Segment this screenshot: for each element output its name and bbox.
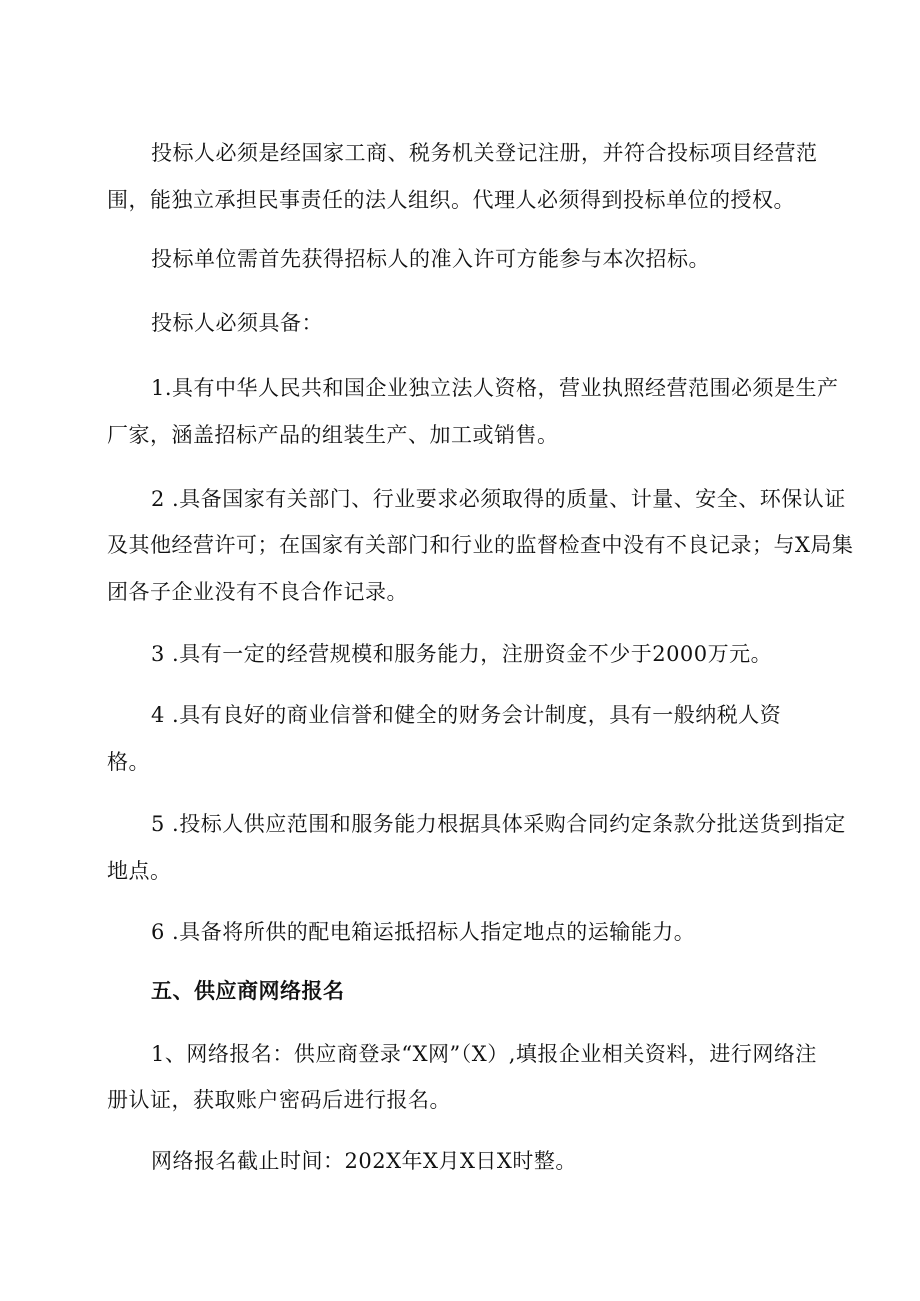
list-item-line: 3 .具有一定的经营规模和服务能力，注册资金不少于2000万元。 [151,642,773,666]
list-item-line: 格。 [107,750,150,774]
list-item-line: 及其他经营许可；在国家有关部门和行业的监督检查中没有不良记录；与X局集 [107,533,854,557]
paragraph-line: 1、网络报名：供应商登录“X网”（X）,填报企业相关资料，进行网络注 [151,1042,817,1066]
paragraph-line: 围，能独立承担民事责任的法人组织。代理人必须得到投标单位的授权。 [107,188,795,212]
list-item-line: 1.具有中华人民共和国企业独立法人资格，营业执照经营范围必须是生产 [151,376,839,400]
paragraph-line: 投标人必须是经国家工商、税务机关登记注册，并符合投标项目经营范 [151,141,818,165]
paragraph-line: 投标单位需首先获得招标人的准入许可方能参与本次招标。 [151,247,710,271]
paragraph-line: 册认证，获取账户密码后进行报名。 [107,1088,451,1112]
deadline-text: 网络报名截止时间：202X年X月X日X时整。 [151,1149,577,1173]
list-item-line: 厂家，涵盖招标产品的组装生产、加工或销售。 [107,423,559,447]
list-item-line: 4 .具有良好的商业信誉和健全的财务会计制度，具有一般纳税人资 [151,703,782,727]
list-item-line: 6 .具备将所供的配电箱运抵招标人指定地点的运输能力。 [151,920,696,944]
section-heading: 五、供应商网络报名 [151,978,345,1003]
paragraph-line: 投标人必须具备： [151,311,323,335]
list-item-line: 团各子企业没有不良合作记录。 [107,580,408,604]
list-item-line: 5 .投标人供应范围和服务能力根据具体采购合同约定条款分批送货到指定 [151,812,846,836]
list-item-line: 2 .具备国家有关部门、行业要求必须取得的质量、计量、安全、环保认证 [151,487,846,511]
list-item-line: 地点。 [107,859,172,883]
